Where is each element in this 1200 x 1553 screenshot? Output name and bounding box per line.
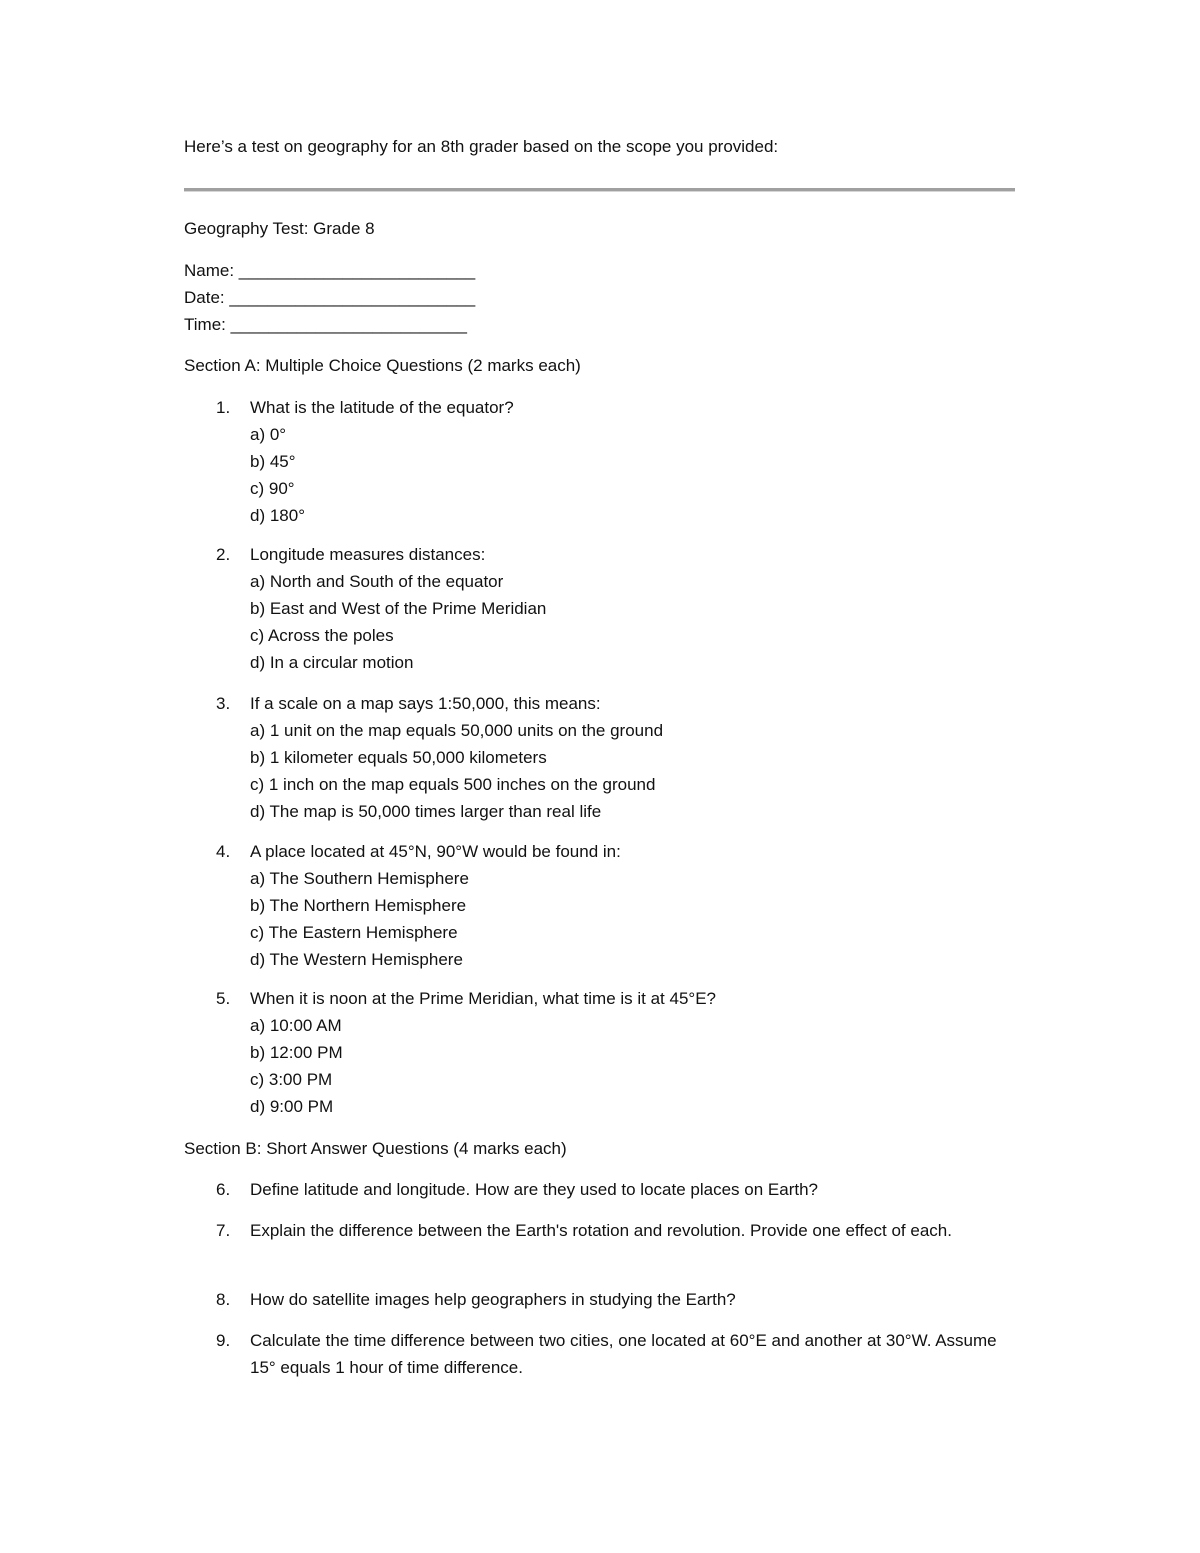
question-item <box>184 541 1000 676</box>
question-number: 4. <box>216 842 231 861</box>
answer-option: b) East and West of the Prime Meridian <box>250 599 547 618</box>
question-item <box>184 1217 1000 1244</box>
intro-text: Here’s a test on geography for an 8th grader based on the scope you provided: <box>184 137 779 156</box>
answer-option: c) 1 inch on the map equals 500 inches on the ground <box>250 775 656 794</box>
question-item <box>184 690 1000 825</box>
question-text: When it is noon at the Prime Meridian, what time is it at 45°E? <box>250 989 717 1008</box>
answer-option: a) North and South of the equator <box>250 572 504 591</box>
answer-option: c) 3:00 PM <box>250 1070 333 1089</box>
question-number: 7. <box>216 1221 231 1240</box>
question-number: 2. <box>216 545 231 564</box>
question-number: 1. <box>216 398 231 417</box>
question-text: Define latitude and longitude. How are they used to locate places on Earth? <box>250 1180 818 1199</box>
question-text: A place located at 45°N, 90°W would be found in: <box>250 842 621 861</box>
answer-option: d) In a circular motion <box>250 653 414 672</box>
answer-option: c) 90° <box>250 479 295 498</box>
question-text: Longitude measures distances: <box>250 545 486 564</box>
section-b-heading: Section B: Short Answer Questions (4 marks each) <box>184 1139 567 1158</box>
question-item <box>184 1327 1000 1381</box>
answer-option: a) 1 unit on the map equals 50,000 units on the ground <box>250 721 664 740</box>
question-number: 3. <box>216 694 231 713</box>
question-number: 6. <box>216 1180 231 1199</box>
answer-option: b) 45° <box>250 452 296 471</box>
answer-option: c) Across the poles <box>250 626 394 645</box>
question-text: What is the latitude of the equator? <box>250 398 514 417</box>
question-text: Calculate the time difference between two cities, one located at 60°E and another at 30°W. Assume 15° equals 1 hour of time difference. <box>250 1331 997 1377</box>
question-item <box>184 838 1000 973</box>
section-a-heading: Section A: Multiple Choice Questions (2 marks each) <box>184 356 581 375</box>
answer-option: d) 180° <box>250 506 306 525</box>
question-number: 8. <box>216 1290 231 1309</box>
question-item <box>184 985 1000 1120</box>
question-item <box>184 394 1000 529</box>
name-field: Name: _________________________ <box>184 261 476 280</box>
answer-option: c) The Eastern Hemisphere <box>250 923 458 942</box>
question-item <box>184 1176 1000 1203</box>
question-text: How do satellite images help geographers in studying the Earth? <box>250 1290 736 1309</box>
question-number: 5. <box>216 989 231 1008</box>
time-field: Time: _________________________ <box>184 315 467 334</box>
horizontal-rule <box>184 188 1015 192</box>
answer-option: d) The map is 50,000 times larger than real life <box>250 802 602 821</box>
answer-option: a) 0° <box>250 425 287 444</box>
answer-option: a) The Southern Hemisphere <box>250 869 469 888</box>
answer-option: b) 1 kilometer equals 50,000 kilometers <box>250 748 547 767</box>
answer-option: a) 10:00 AM <box>250 1016 342 1035</box>
answer-option: d) 9:00 PM <box>250 1097 334 1116</box>
question-text: If a scale on a map says 1:50,000, this means: <box>250 694 601 713</box>
question-number: 9. <box>216 1331 231 1350</box>
question-text: Explain the difference between the Earth's rotation and revolution. Provide one effect of each. <box>250 1221 952 1240</box>
answer-option: b) 12:00 PM <box>250 1043 343 1062</box>
question-item <box>184 1286 1000 1313</box>
answer-option: b) The Northern Hemisphere <box>250 896 467 915</box>
date-field: Date: __________________________ <box>184 288 476 307</box>
answer-option: d) The Western Hemisphere <box>250 950 463 969</box>
test-title: Geography Test: Grade 8 <box>184 219 375 238</box>
